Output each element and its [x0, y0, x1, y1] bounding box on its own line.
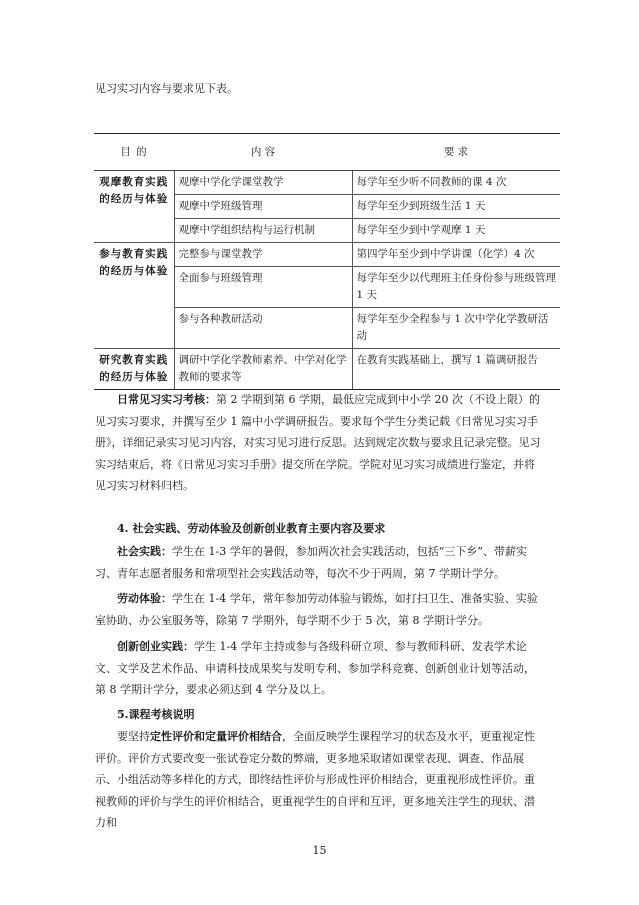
content-cell: 参与各种教研活动: [174, 308, 352, 349]
requirement-cell: 每学年至少到中学观摩 1 天: [352, 219, 560, 243]
content-cell: 观摩中学化学课堂教学: [174, 171, 352, 195]
paragraph-text: 学生在 1-3 学年的暑假，参加两次社会实践活动，包括“三下乡”、带薪实习、青年志愿者服务和常项型社会实践活动等，每次不少于两周，第 7 学期计学分。: [95, 545, 527, 580]
requirement-cell: 第四学年至少到中学讲课（化学）4 次: [352, 243, 560, 267]
requirement-cell: 每学年至少以代理班主任身份参与班级管理 1 天: [352, 267, 560, 308]
paragraph-daily-practice: [95, 389, 545, 497]
content-cell: 全面参与班级管理: [174, 267, 352, 308]
goal-cell: 观摩教育实践的经历与体验: [94, 171, 174, 243]
table-row: [94, 349, 560, 390]
requirement-cell: 每学年至少到班级生活 1 天: [352, 195, 560, 219]
requirement-cell: 每学年至少全程参与 1 次中学化学教研活动: [352, 308, 560, 349]
goal-cell: 研究教育实践的经历与体验: [94, 349, 174, 390]
intro-text: 见习实习内容与要求见下表。: [95, 82, 238, 95]
paragraph-lead: 社会实践：: [117, 545, 172, 558]
section-heading-4: 4. 社会实践、劳动体验及创新创业教育主要内容及要求: [117, 522, 386, 535]
header-content: 内 容: [174, 134, 352, 171]
header-goal: 目 的: [94, 134, 174, 171]
paragraph-text: 学生在 1-4 学年，常年参加劳动体验与锻炼，如打扫卫生、准备实验、实验室协助、办公室服务等，除第 7 学期外，每学期不少于 5 次，第 8 学期计学分。: [95, 592, 538, 627]
content-cell: 观摩中学组织结构与运行机制: [174, 219, 352, 243]
paragraph-pre: 要坚持: [117, 730, 150, 743]
requirement-cell: 在教育实践基础上，撰写 1 篇调研报告: [352, 349, 560, 390]
paragraph-lead: 创新创业实践：: [117, 640, 194, 653]
section-heading-5: 5.课程考核说明: [117, 708, 195, 721]
requirement-cell: 每学年至少听不同教师的课 4 次: [352, 171, 560, 195]
goal-cell: 参与教育实践的经历与体验: [94, 243, 174, 349]
content-cell: 调研中学化学教师素养、中学对化学教师的要求等: [174, 349, 352, 390]
table-header-row: [94, 134, 560, 171]
paragraph-innovation: [95, 636, 545, 701]
content-cell: 完整参与课堂教学: [174, 243, 352, 267]
paragraph-lead: 定性评价和定量评价相结合: [150, 730, 282, 743]
paragraph-social-practice: [95, 541, 545, 584]
paragraph-text: ，全面反映学生课程学习的状态及水平，更重视定性评价。评价方式要改变一张试卷定分数的弊端，更多地采取诸如课堂表现、调查、作品展示、小组活动等多样化的方式，即终结性评价与形成性评价相结合，更重视形成性评价。重视教师的评价与学生的评价相结合，更重视学生的自评和互评，更多地关注学生的现状、潜力和: [95, 730, 535, 829]
paragraph-text: 学生 1-4 学年主持或参与各级科研立项、参与教师科研、发表学术论文、文学及艺术作品、申请科技成果奖与发明专利、参加学科竞赛、创新创业计划等活动，第 8 学期计学分，要求必须达到 4 学分及以上。: [95, 640, 535, 696]
header-requirement: 要 求: [352, 134, 560, 171]
paragraph-assessment: [95, 726, 545, 834]
content-cell: 观摩中学班级管理: [174, 195, 352, 219]
page-number: 15: [312, 844, 327, 857]
table-row: [94, 171, 560, 195]
paragraph-text: 第 2 学期到第 6 学期，最低应完成到中小学 20 次（不设上限）的见习实习要求，并撰写至少 1 篇中小学调研报告。要求每个学生分类记载《日常见习实习手册》，详细记录实习见习内容，对实习见习进行反思。达到规定次数与要求且记录完整。见习实习结束后，将《日常见习实习手册》提交所在学院。学院对见习实习成绩进行鉴定，并将见习实习材料归档。: [95, 393, 541, 492]
paragraph-lead: 劳动体验：: [117, 592, 172, 605]
paragraph-labor: [95, 588, 545, 631]
requirements-table: [94, 133, 560, 390]
table-row: [94, 243, 560, 267]
paragraph-lead: 日常见习实习考核：: [117, 393, 216, 406]
